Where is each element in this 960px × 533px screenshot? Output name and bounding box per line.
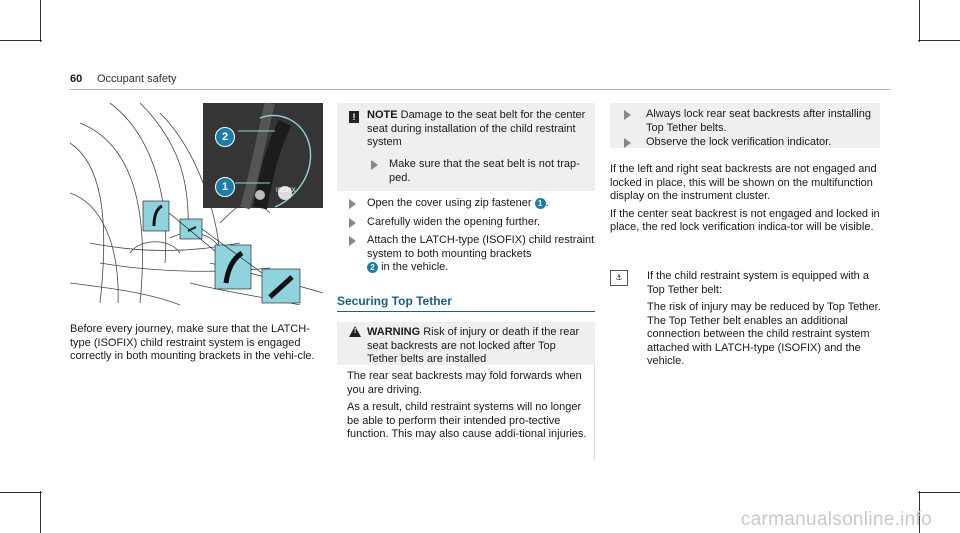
- arrow-icon: [349, 199, 356, 209]
- note-box: [337, 103, 595, 191]
- step-text: Carefully widen the opening further.: [367, 215, 541, 228]
- crop-mark: [40, 0, 41, 42]
- warning-para: As a result, child restraint systems will no longer be able to perform their intended pro-tective function. This may also cause addi-tional injuries.: [347, 401, 587, 440]
- note-bullet: [367, 158, 587, 185]
- warning-body: [337, 365, 595, 460]
- intro-paragraph: Before every journey, make sure that the LATCH-type (ISOFIX) child restraint system is engaged correctly in both mounting brackets in the vehi-cle.: [70, 323, 315, 362]
- notice-icon: !: [349, 111, 359, 123]
- page-number: 60: [70, 73, 83, 85]
- isofix-logo: ISOFIX: [276, 188, 296, 194]
- watermark: carmanualsonline.info: [740, 509, 932, 530]
- paragraph: If the left and right seat backrests are not engaged and locked in place, this will be shown on the multifunction display on the instrument cluster.: [610, 163, 877, 202]
- arrow-icon: [624, 138, 631, 148]
- warning-title: [367, 326, 589, 367]
- step-item: [337, 216, 595, 230]
- warning-icon: !: [349, 326, 361, 337]
- lock-info-text: [610, 163, 882, 239]
- callout-badge: 2: [367, 262, 378, 273]
- step-suffix: .: [545, 197, 549, 209]
- bullet-text: Always lock rear seat backrests after installing Top Tether belts.: [646, 108, 871, 134]
- warning-box: [337, 322, 595, 460]
- callout-2: 2: [215, 127, 235, 147]
- lock-bullets-box: [610, 103, 880, 148]
- note-bullet-text: Make sure that the seat belt is not trap-ped.: [389, 158, 580, 184]
- section-header: Occupant safety: [97, 73, 177, 85]
- warning-para: The rear seat backrests may fold forwards when you are driving.: [347, 370, 582, 396]
- warning-body-text: [347, 370, 587, 442]
- top-tether-description: The risk of injury may be reduced by Top Tether. The Top Tether belt enables an additional connection between the child restraint system attached with LATCH-type (ISOFIX) and the vehicle.: [647, 301, 881, 367]
- arrow-icon: [371, 160, 378, 170]
- instruction-steps: [337, 197, 595, 280]
- warning-text: Risk of injury or death if the rear seat backrests are not locked after Top Tether belts are installed: [367, 326, 580, 365]
- crop-mark: [40, 491, 41, 533]
- crop-mark: [918, 40, 960, 41]
- crop-mark: [918, 492, 960, 493]
- bullet-item: [620, 108, 875, 135]
- top-tether-condition: If the child restraint system is equipped with a Top Tether belt:: [647, 270, 869, 296]
- seat-drawing: [70, 103, 323, 305]
- note-body: Damage to the seat belt for the center seat during installation of the child restraint system: [367, 109, 586, 148]
- arrow-icon: [349, 236, 356, 246]
- warning-label: WARNING: [367, 326, 421, 338]
- crop-mark: [919, 0, 920, 42]
- callout-1: 1: [215, 177, 235, 197]
- crop-mark: [0, 492, 42, 493]
- step-text: Attach the LATCH-type (ISOFIX) child restraint system to both mounting brackets: [367, 234, 595, 260]
- step-suffix: in the vehicle.: [381, 261, 449, 273]
- seat-illustration: [70, 103, 323, 305]
- note-text: [367, 109, 587, 150]
- note-label: NOTE: [367, 109, 398, 121]
- step-text: Open the cover using zip fastener: [367, 197, 532, 209]
- callout-badge: 1: [535, 198, 546, 209]
- bullet-item: [620, 136, 875, 150]
- step-item: [337, 197, 595, 211]
- arrow-icon: [349, 218, 356, 228]
- top-tether-icon: ⚓: [610, 270, 628, 286]
- arrow-icon: [624, 110, 631, 120]
- top-tether-note: [610, 270, 882, 369]
- warning-header: [337, 322, 595, 365]
- paragraph: If the center seat backrest is not engaged and locked in place, the red lock verification indica-tor will be visible.: [610, 207, 880, 233]
- header-rule: [70, 89, 890, 90]
- section-title: Securing Top Tether: [337, 294, 452, 308]
- crop-mark: [0, 40, 42, 41]
- step-item: [337, 234, 595, 275]
- section-rule: [337, 311, 595, 312]
- bullet-text: Observe the lock verification indicator.: [646, 136, 832, 148]
